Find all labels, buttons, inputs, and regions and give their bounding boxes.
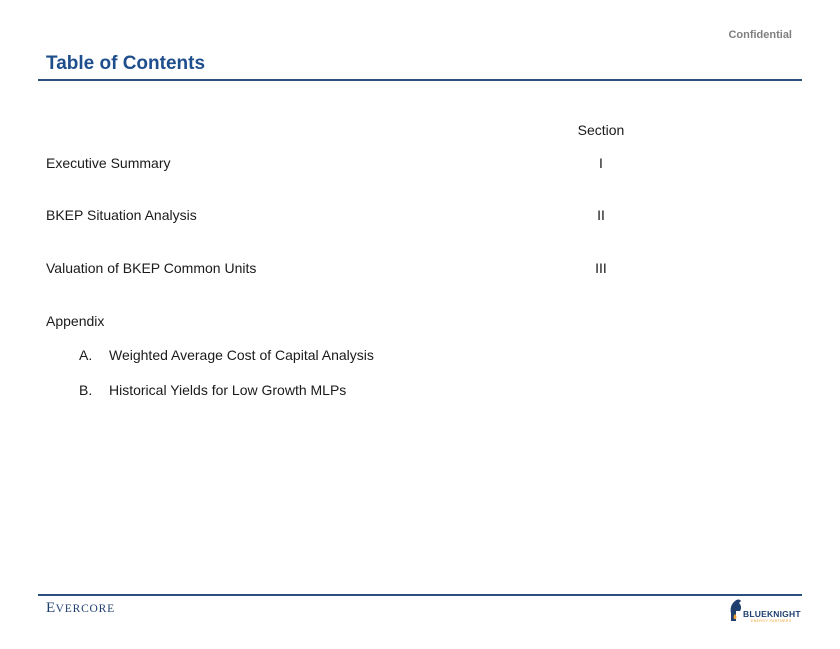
appendix-item-label: Historical Yields for Low Growth MLPs [109,382,347,398]
evercore-logo [46,600,115,617]
toc-entry-label: Valuation of BKEP Common Units [46,260,257,276]
toc-row-valuation [46,260,646,280]
appendix-label: Appendix [46,313,105,329]
appendix-item-wacc [79,347,374,363]
knight-icon [728,597,744,623]
appendix-item-yields [79,382,346,398]
toc-row-situation-analysis [46,207,646,227]
blueknight-logo [728,597,804,625]
evercore-logo-initial: E [46,600,56,616]
evercore-logo-rest: VERCORE [55,603,115,615]
section-column-header: Section [577,122,625,138]
page-title: Table of Contents [46,53,206,74]
appendix-item-letter: A. [79,347,93,363]
blueknight-logo-name: BLUEKNIGHT [743,609,801,619]
toc-entry-label: Executive Summary [46,155,171,171]
toc-entry-section: III [595,260,607,276]
toc-entry-label: BKEP Situation Analysis [46,207,197,223]
toc-entry-section: II [597,207,605,223]
toc-entry-section: I [599,155,603,171]
appendix-item-label: Weighted Average Cost of Capital Analysis [109,347,374,363]
toc-row-executive-summary [46,155,646,175]
blueknight-logo-subtitle: ENERGY PARTNERS [751,619,792,623]
footer-divider [38,594,802,596]
title-divider [38,79,802,81]
confidential-label: Confidential [728,29,792,41]
appendix-item-letter: B. [79,382,93,398]
